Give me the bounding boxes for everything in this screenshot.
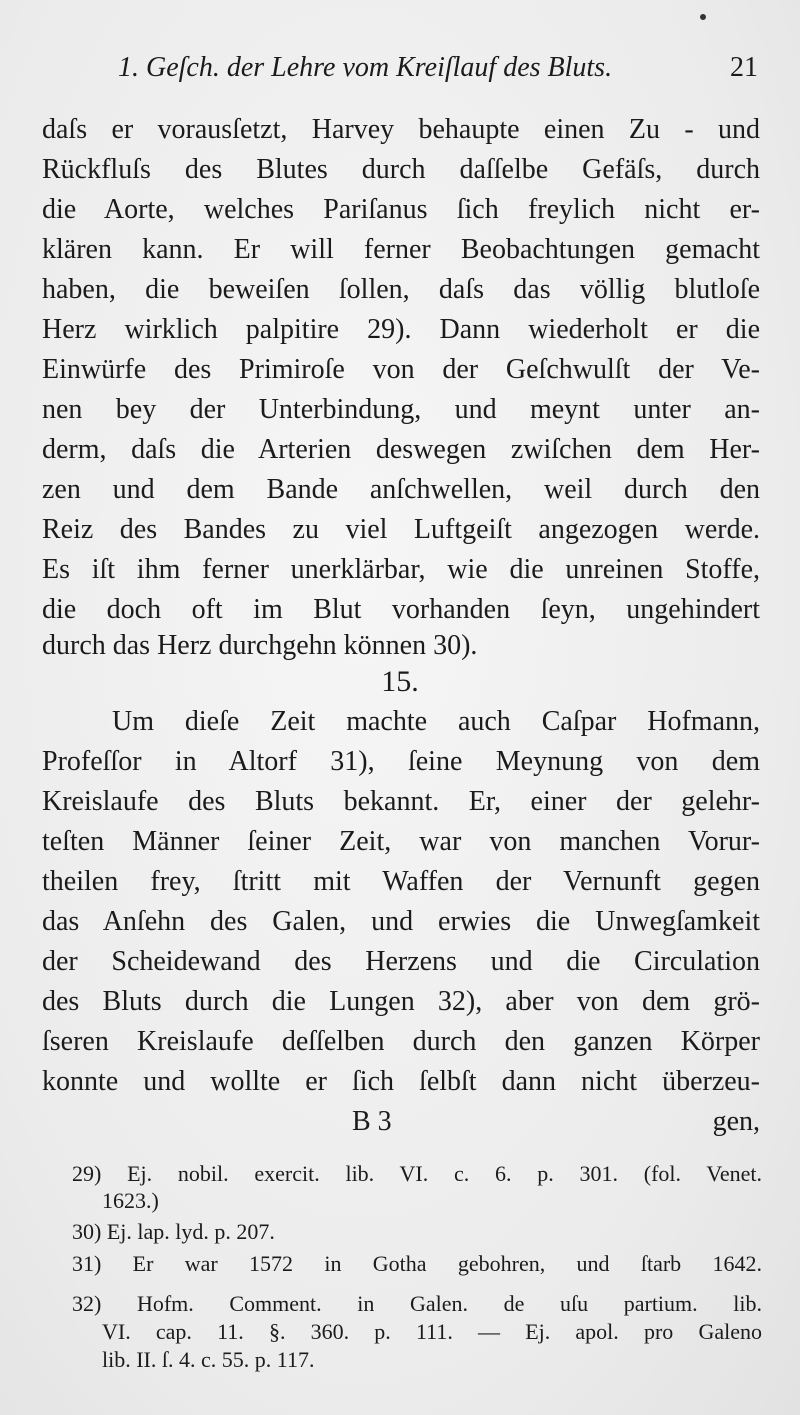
text-line: Herz wirklich palpitire 29). Dann wiederholt er die: [42, 314, 760, 345]
footnote-30: 30) Ej. lap. lyd. p. 207.: [72, 1219, 275, 1244]
text-line: der Scheidewand des Herzens und die Circulation: [42, 946, 760, 977]
page-number: 21: [730, 52, 758, 83]
ink-dot: [700, 14, 706, 20]
text-line: zen und dem Bande anſchwellen, weil durch den: [42, 474, 760, 505]
text-line: Rückfluſs des Blutes durch daſſelbe Gefäſs, durch: [42, 154, 760, 185]
footnote-29: 29) Ej. nobil. exercit. lib. VI. c. 6. p. 301. (fol. Venet.: [72, 1161, 762, 1186]
section-number: 15.: [381, 665, 419, 698]
text-line: des Bluts durch die Lungen 32), aber von dem grö-: [42, 986, 760, 1017]
text-line: Kreislaufe des Bluts bekannt. Er, einer der gelehr-: [42, 786, 760, 817]
footnote-31: 31) Er war 1572 in Gotha gebohren, und ſtarb 1642.: [72, 1251, 762, 1276]
text-line: nen bey der Unterbindung, und meynt unter an-: [42, 394, 760, 425]
footnote-32: 32) Hofm. Comment. in Galen. de uſu partium. lib.: [72, 1291, 762, 1316]
text-line: die Aorte, welches Pariſanus ſich freylich nicht er-: [42, 194, 760, 225]
text-line: Es iſt ihm ferner unerklärbar, wie die unreinen Stoffe,: [42, 554, 760, 585]
text-line: Profeſſor in Altorf 31), ſeine Meynung von dem: [42, 746, 760, 777]
text-line: Einwürfe des Primiroſe von der Geſchwulſt der Ve-: [42, 354, 760, 385]
text-line: Um dieſe Zeit machte auch Caſpar Hofmann,: [112, 706, 760, 737]
text-line: das Anſehn des Galen, und erwies die Unwegſamkeit: [42, 906, 760, 937]
footnote-32-cont2: lib. II. ſ. 4. c. 55. p. 117.: [102, 1347, 315, 1372]
text-line: teſten Männer ſeiner Zeit, war von manchen Vorur-: [42, 826, 760, 857]
text-line: konnte und wollte er ſich ſelbſt dann nicht überzeu-: [42, 1066, 760, 1097]
footnote-32-cont: VI. cap. 11. §. 360. p. 111. — Ej. apol. pro Galeno: [102, 1319, 762, 1344]
text-line: derm, daſs die Arterien deswegen zwiſchen dem Her-: [42, 434, 760, 465]
text-line: theilen frey, ſtritt mit Waffen der Vernunft gegen: [42, 866, 760, 897]
running-header: [118, 52, 758, 88]
signature-mark: B 3: [352, 1106, 392, 1137]
text-line: Reiz des Bandes zu viel Luftgeiſt angezogen werde.: [42, 514, 760, 545]
text-line: durch das Herz durchgehn können 30).: [42, 630, 478, 661]
text-line: ſseren Kreislaufe deſſelben durch den ganzen Körper: [42, 1026, 760, 1057]
text-line: haben, die beweiſen ſollen, daſs das völlig blutloſe: [42, 274, 760, 305]
header-title: 1. Geſch. der Lehre vom Kreiſlauf des Bluts.: [118, 52, 613, 83]
signature-line: [42, 1102, 760, 1142]
text-line: klären kann. Er will ferner Beobachtungen gemacht: [42, 234, 760, 265]
text-line: daſs er vorausſetzt, Harvey behaupte einen Zu - und: [42, 114, 760, 145]
catchword: gen,: [712, 1106, 760, 1137]
text-line: die doch oft im Blut vorhanden ſeyn, ungehindert: [42, 594, 760, 625]
footnote-29-cont: 1623.): [102, 1188, 159, 1213]
